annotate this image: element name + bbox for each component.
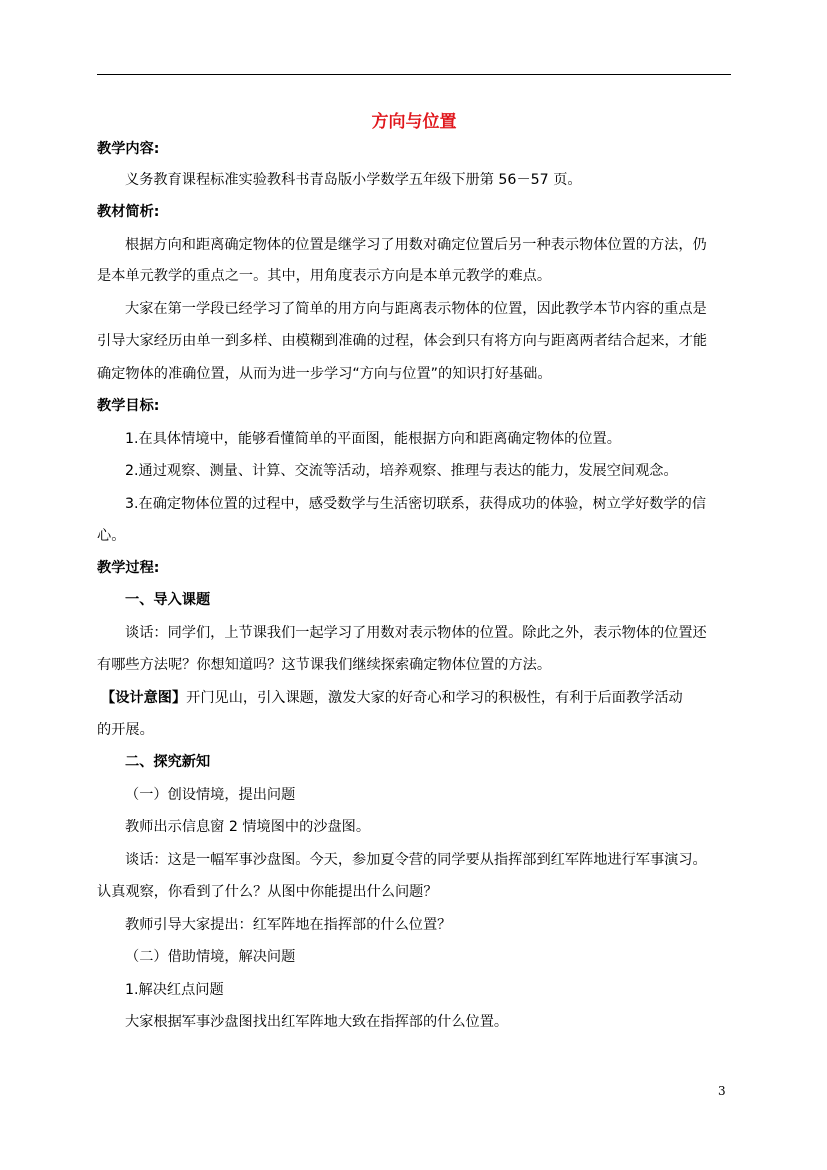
body-line: 二、探究新知	[125, 754, 211, 770]
body-line: 1.解决红点问题	[125, 982, 224, 998]
body-line: 教师引导大家提出：红军阵地在指挥部的什么位置？	[125, 917, 452, 933]
body-line: 谈话：这是一幅军事沙盘图。今天，参加夏令营的同学要从指挥部到红军阵地进行军事演习。	[125, 852, 707, 868]
body-line: 心。	[97, 528, 126, 544]
body-line: 的开展。	[97, 722, 154, 738]
section-heading: 教学过程:	[97, 560, 160, 576]
body-line: 根据方向和距离确定物体的位置是继学习了用数对确定位置后另一种表示物体位置的方法，仍	[125, 237, 707, 253]
section-heading: 教学目标:	[97, 398, 160, 414]
body-line: 大家根据军事沙盘图找出红军阵地大致在指挥部的什么位置。	[125, 1014, 509, 1030]
body-line: 1.在具体情境中，能够看懂简单的平面图，能根据方向和距离确定物体的位置。	[125, 431, 621, 447]
body-line: 3.在确定物体位置的过程中，感受数学与生活密切联系，获得成功的体验，树立学好数学的信	[125, 496, 707, 512]
design-intent-label: 【设计意图】	[101, 690, 187, 706]
design-intent-text: 开门见山，引入课题，激发大家的好奇心和学习的积极性，有利于后面教学活动	[186, 690, 683, 706]
body-line	[97, 682, 735, 715]
body-line: 有哪些方法呢？你想知道吗？这节课我们继续探索确定物体位置的方法。	[97, 657, 552, 673]
section-heading: 教学内容:	[97, 141, 160, 157]
body-line: （一）创设情境，提出问题	[125, 787, 296, 803]
header-rule	[97, 74, 731, 75]
page-number: 3	[718, 1084, 726, 1098]
body-line: 一、导入课题	[125, 592, 211, 608]
body-line: 大家在第一学段已经学习了简单的用方向与距离表示物体的位置，因此教学本节内容的重点是	[125, 301, 707, 317]
section-heading: 教材简析:	[97, 204, 160, 220]
body-line: 义务教育课程标准实验教科书青岛版小学数学五年级下册第 56－57 页。	[125, 172, 582, 188]
body-line: 确定物体的准确位置，从而为进一步学习“方向与位置”的知识打好基础。	[97, 366, 552, 382]
body-line: 是本单元教学的重点之一。其中，用角度表示方向是本单元教学的难点。	[97, 268, 552, 284]
body-line: （二）借助情境，解决问题	[125, 949, 296, 965]
body-line: 2.通过观察、测量、计算、交流等活动，培养观察、推理与表达的能力，发展空间观念。	[125, 463, 678, 479]
body-line: 认真观察，你看到了什么？从图中你能提出什么问题？	[97, 884, 438, 900]
page-title: 方向与位置	[371, 112, 457, 132]
body-line: 引导大家经历由单一到多样、由模糊到准确的过程，体会到只有将方向与距离两者结合起来，才能	[97, 333, 708, 349]
body-line: 教师出示信息窗 2 情境图中的沙盘图。	[125, 819, 371, 835]
body-line: 谈话：同学们，上节课我们一起学习了用数对表示物体的位置。除此之外，表示物体的位置还	[125, 625, 707, 641]
